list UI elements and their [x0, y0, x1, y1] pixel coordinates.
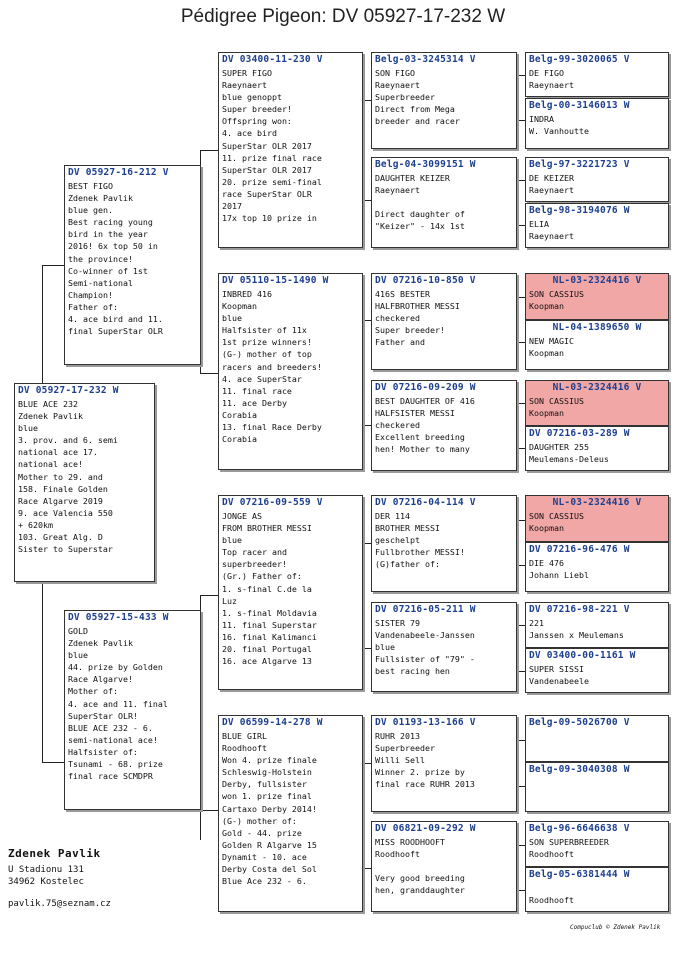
ring-number: NL-03-2324416 V — [552, 497, 642, 508]
pedigree-card-main[interactable] — [14, 383, 155, 582]
pigeon-details: SON CASSIUS Koopman — [529, 511, 584, 534]
ring-number: DV 07216-96-476 W — [529, 544, 630, 555]
ring-number: DV 06821-09-292 W — [375, 823, 476, 834]
pedigree-card-mmm[interactable] — [371, 821, 517, 912]
pedigree-card-g6[interactable] — [525, 320, 669, 370]
pedigree-card-g11[interactable] — [525, 602, 669, 648]
pigeon-details: 221 Janssen x Meulemans — [529, 618, 624, 641]
ring-number: Belg-97-3221723 V — [529, 159, 630, 170]
ring-number: Belg-98-3194076 W — [529, 205, 630, 216]
ring-number: Belg-00-3146013 W — [529, 100, 630, 111]
ring-number: DV 07216-04-114 V — [375, 497, 476, 508]
pigeon-details: BEST FIGO Zdenek Pavlik blue gen. Best racing young bird in the year 2016! 6x top 50 in the province! Co-winner of 1st Semi-national Champion! Father of: 4. ace bird and 11. final SuperStar OLR — [68, 181, 163, 337]
ring-number: Belg-09-3040308 W — [529, 764, 630, 775]
pedigree-card-mmf[interactable] — [371, 715, 517, 812]
ring-number: DV 07216-03-289 W — [529, 428, 630, 439]
pigeon-details: SON FIGO Raeynaert Superbreeder Direct from Mega breeder and racer — [375, 68, 460, 127]
pigeon-details: DE FIGO Raeynaert — [529, 68, 574, 91]
ring-number: DV 03400-11-230 V — [222, 54, 323, 65]
ring-number: DV 03400-00-1161 W — [529, 650, 636, 661]
pedigree-card-fm[interactable] — [218, 273, 363, 470]
ring-number: DV 07216-98-221 V — [529, 604, 630, 615]
connector-line — [42, 265, 43, 383]
pedigree-card-fff[interactable] — [371, 52, 517, 149]
pedigree-card-g8[interactable] — [525, 426, 669, 471]
footer-credit: Compuclub © Zdenek Pavlik — [570, 924, 661, 931]
pigeon-details: DAUGHTER 255 Meulemans-Deleus — [529, 442, 609, 465]
connector-line — [200, 595, 201, 610]
pedigree-card-mother[interactable] — [64, 610, 201, 810]
pedigree-card-g10[interactable] — [525, 542, 669, 592]
pigeon-details: GOLD Zdenek Pavlik blue 44. prize by Golden Race Algarve! Mother of: 4. ace and 11. final SuperStar OLR! BLUE ACE 232 - 6. semi-national ace! Halfsister of: Tsunami - 68. prize final race SCMDPR — [68, 626, 168, 782]
breeder-name: Zdenek Pavlik — [8, 847, 101, 860]
pigeon-details: INBRED 416 Koopman blue Halfsister of 11x 1st prize winners! (G-) mother of top racers and breeders! 4. ace SuperStar 11. final race 11. ace Derby Corabia 13. final Race Derby Corabia — [222, 289, 322, 445]
ring-number: DV 05927-15-433 W — [68, 612, 169, 623]
ring-number: DV 05927-17-232 W — [18, 385, 119, 396]
pigeon-details: DIE 476 Johann Liebl — [529, 558, 589, 581]
pedigree-card-mfm[interactable] — [371, 602, 517, 692]
connector-line — [200, 150, 220, 151]
connector-line — [200, 810, 201, 840]
pedigree-card-father[interactable] — [64, 165, 201, 365]
connector-line — [200, 373, 220, 374]
ring-number: NL-03-2324416 V — [552, 382, 642, 393]
pedigree-card-mm[interactable] — [218, 715, 363, 912]
pigeon-details: Roodhooft — [529, 895, 574, 906]
breeder-street: U Stadionu 131 — [8, 865, 84, 875]
ring-number: DV 01193-13-166 V — [375, 717, 476, 728]
pedigree-card-g12[interactable] — [525, 648, 669, 693]
pigeon-details — [526, 775, 668, 777]
pedigree-card-g2[interactable] — [525, 98, 669, 149]
page-title: Pédigree Pigeon: DV 05927-17-232 W — [180, 6, 506, 27]
connector-line — [42, 265, 66, 266]
ring-number: DV 07216-05-211 W — [375, 604, 476, 615]
pedigree-card-g9[interactable] — [525, 495, 669, 542]
pigeon-details: SON CASSIUS Koopman — [529, 396, 584, 419]
pigeon-details: SISTER 79 Vandenabeele-Janssen blue Fullsister of "79" - best racing hen — [375, 618, 475, 677]
ring-number: DV 06599-14-278 W — [222, 717, 323, 728]
pigeon-details: BEST DAUGHTER OF 416 HALFSISTER MESSI checkered Excellent breeding hen! Mother to many — [375, 396, 475, 455]
ring-number: DV 07216-09-209 W — [375, 382, 476, 393]
pigeon-details: DAUGHTER KEIZER Raeynaert Direct daughter of "Keizer" - 14x 1st — [375, 173, 465, 232]
pedigree-card-ffm[interactable] — [371, 157, 517, 248]
connector-line — [42, 582, 43, 762]
pigeon-details: SON SUPERBREEDER Roodhooft — [529, 837, 609, 860]
pigeon-details: 416S BESTER HALFBROTHER MESSI checkered Super breeder! Father and — [375, 289, 460, 348]
pedigree-card-g13[interactable] — [525, 715, 669, 762]
pedigree-card-g1[interactable] — [525, 52, 669, 97]
ring-number: DV 07216-09-559 V — [222, 497, 323, 508]
breeder-email[interactable]: pavlik.75@seznam.cz — [8, 899, 111, 909]
pedigree-card-g3[interactable] — [525, 157, 669, 202]
ring-number: DV 05110-15-1490 W — [222, 275, 329, 286]
ring-number: NL-04-1389650 W — [552, 322, 642, 333]
pigeon-details: BLUE ACE 232 Zdenek Pavlik blue 3. prov. and 6. semi national ace 17. national ace! Mother to 29. and 158. Finale Golden Race Algarve 2019 9. ace Valencia 550 + 620km 103. Great Alg. D Sister to Superstar — [18, 399, 118, 555]
ring-number: Belg-99-3020065 V — [529, 54, 630, 65]
pedigree-card-ff[interactable] — [218, 52, 363, 248]
ring-number: Belg-05-6381444 W — [529, 869, 630, 880]
pigeon-details: JONGE AS FROM BROTHER MESSI blue Top racer and superbreeder! (Gr.) Father of: 1. s-final C.de la Luz 1. s-final Moldavia 11. final Superstar 16. final Kalimanci 20. final Portugal 16. ace Algarve 13 — [222, 511, 317, 667]
connector-line — [42, 762, 66, 763]
ring-number: NL-03-2324416 V — [552, 275, 642, 286]
pigeon-details: DER 114 BROTHER MESSI geschelpt Fullbrother MESSI! (G)father of: — [375, 511, 465, 570]
connector-line — [200, 595, 220, 596]
ring-number: Belg-03-3245314 V — [375, 54, 476, 65]
pedigree-card-mf[interactable] — [218, 495, 363, 690]
pedigree-card-g7[interactable] — [525, 380, 669, 426]
breeder-city: 34962 Kostelec — [8, 877, 84, 887]
ring-number: DV 05927-16-212 V — [68, 167, 169, 178]
pigeon-details: BLUE GIRL Roodhooft Won 4. prize finale Schleswig-Holstein Derby, fullsister won 1. prize final Cartaxo Derby 2014! (G-) mother of: Gold - 44. prize Golden R Algarve 15 Dynamit - 10. ace Derby Costa del Sol Blue Ace 232 - 6. — [222, 731, 317, 887]
pedigree-card-g4[interactable] — [525, 203, 669, 248]
pedigree-card-g14[interactable] — [525, 762, 669, 812]
breeder-info — [8, 848, 111, 910]
pedigree-card-g16[interactable] — [525, 867, 669, 912]
pigeon-details — [526, 728, 668, 730]
ring-number: Belg-09-5026700 V — [529, 717, 630, 728]
pigeon-details: NEW MAGIC Koopman — [529, 336, 574, 359]
connector-line — [200, 810, 220, 811]
ring-number: Belg-04-3099151 W — [375, 159, 476, 170]
pigeon-details: ELIA Raeynaert — [529, 219, 574, 242]
pigeon-details: INDRA W. Vanhoutte — [529, 114, 589, 137]
pigeon-details: RUHR 2013 Superbreeder Willi Sell Winner 2. prize by final race RUHR 2013 — [375, 731, 475, 790]
pigeon-details: MISS ROODHOOFT Roodhooft Very good breeding hen, granddaughter — [375, 837, 465, 896]
ring-number: Belg-96-6646638 V — [529, 823, 630, 834]
pigeon-details: SUPER SISSI Vandenabeele — [529, 664, 589, 687]
pedigree-card-g5[interactable] — [525, 273, 669, 320]
pigeon-details: DE KEIZER Raeynaert — [529, 173, 574, 196]
pedigree-card-fmf[interactable] — [371, 273, 517, 370]
pedigree-card-g15[interactable] — [525, 821, 669, 867]
pigeon-details: SON CASSIUS Koopman — [529, 289, 584, 312]
pedigree-card-mff[interactable] — [371, 495, 517, 592]
ring-number: DV 07216-10-850 V — [375, 275, 476, 286]
pigeon-details: SUPER FIGO Raeynaert blue genoppt Super breeder! Offspring won: 4. ace bird SuperStar OLR 2017 11. prize final race SuperStar OLR 2017 20. prize semi-final race SuperStar OLR 2017 17x top 10 prize in — [222, 68, 322, 224]
pedigree-card-fmm[interactable] — [371, 380, 517, 471]
connector-line — [200, 150, 201, 165]
